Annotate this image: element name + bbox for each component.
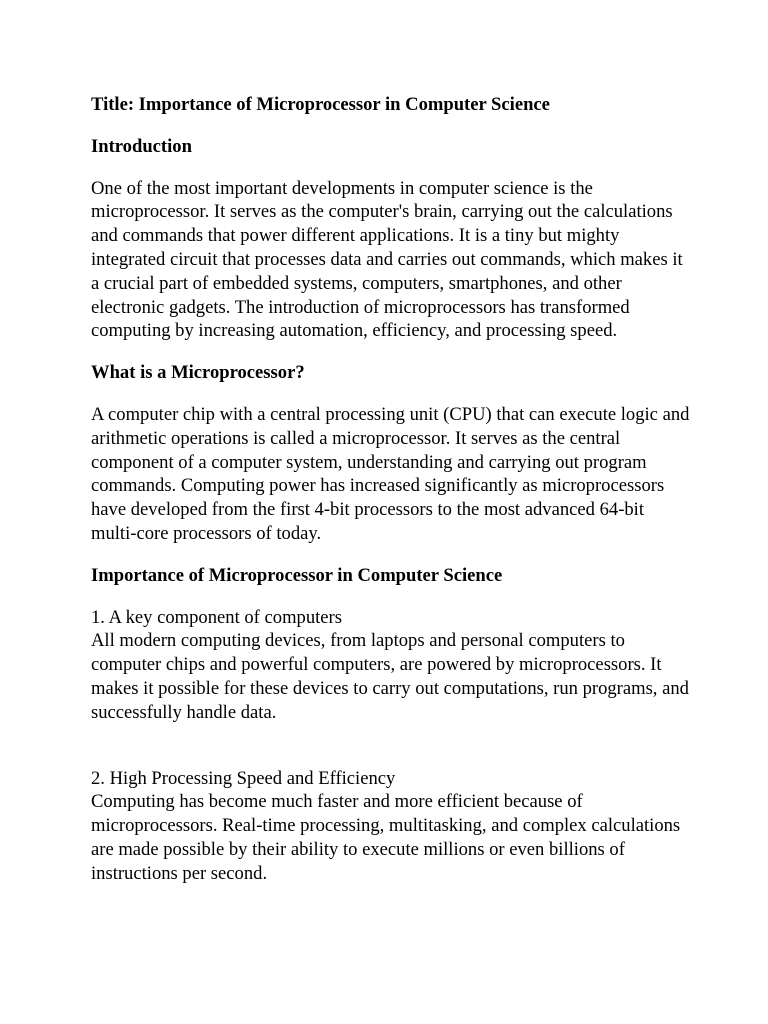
point-title: 1. A key component of computers [91,606,342,628]
section-heading-what-is: What is a Microprocessor? [91,362,305,384]
point-item [91,767,691,886]
document-title: Title: Importance of Microprocessor in Computer Science [91,94,550,115]
what-is-paragraph: A computer chip with a central processing unit (CPU) that can execute logic and arithmetic operations is called a microprocessor. It serves as the central component of a computer system, understanding and carrying out program commands. Computing power has increased significantly as microprocessors have developed from the first 4-bit processors to the most advanced 64-bit multi-core processors of today. [91,403,690,544]
section-heading-importance: Importance of Microprocessor in Computer Science [91,564,503,586]
document-page [91,93,691,904]
section-heading-introduction: Introduction [91,135,192,157]
point-title: 2. High Processing Speed and Efficiency [91,767,396,789]
point-body: All modern computing devices, from laptops and personal computers to computer chips and powerful computers, are powered by microprocessors. It makes it possible for these devices to carry out computations, run programs, and successfully handle data. [91,630,689,723]
point-body: Computing has become much faster and more efficient because of microprocessors. Real-time processing, multitasking, and complex calculations are made possible by their ability to execute millions or even billions of instructions per second. [91,791,681,884]
introduction-paragraph: One of the most important developments in computer science is the microprocessor. It serves as the computer's brain, carrying out the calculations and commands that power different applications. It is a tiny but mighty integrated circuit that processes data and carries out commands, which makes it a crucial part of embedded systems, computers, smartphones, and other electronic gadgets. The introduction of microprocessors has transformed computing by increasing automation, efficiency, and processing speed. [91,177,683,342]
point-item [91,606,691,725]
